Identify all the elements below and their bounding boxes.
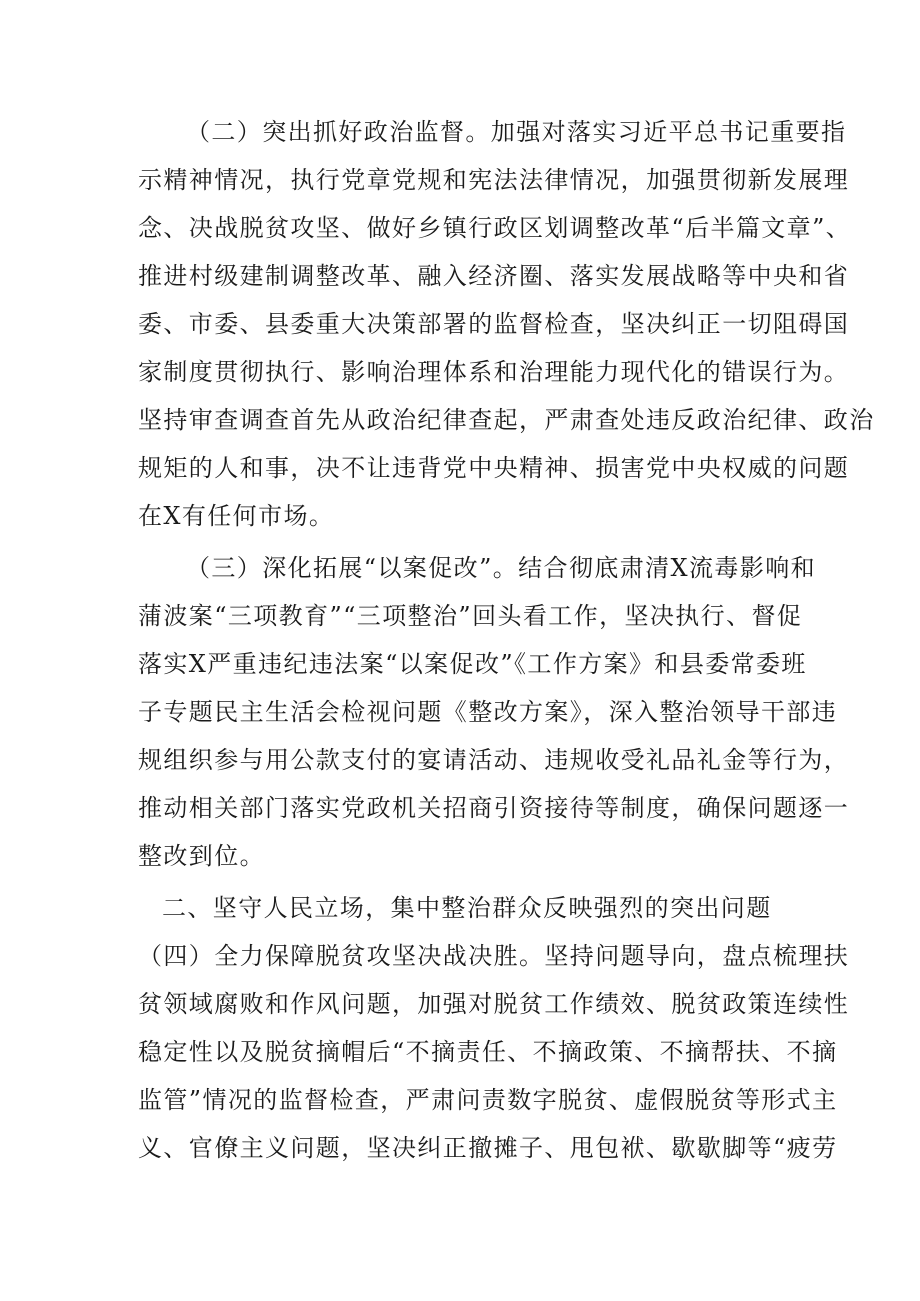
text-line-13: 子专题民主生活会检视问题《整改方案》，深入整治领导干部违 bbox=[138, 698, 838, 726]
text-line-9: 在X有任何市场。 bbox=[138, 502, 335, 530]
text-line-14: 规组织参与用公款支付的宴请活动、违规收受礼品礼金等行为， bbox=[138, 746, 850, 774]
text-line-15: 推动相关部门落实党政机关招商引资接待等制度，确保问题逐一 bbox=[138, 794, 850, 822]
text-line-4: 推进村级建制调整改革、融入经济圈、落实发展战略等中央和省 bbox=[138, 262, 850, 290]
text-line-2: 示精神情况，执行党章党规和宪法法律情况，加强贯彻新发展理 bbox=[138, 166, 850, 194]
text-line-20: 稳定性以及脱贫摘帽后“不摘责任、不摘政策、不摘帮扶、不摘 bbox=[138, 1038, 838, 1066]
text-line-22: 义、官僚主义问题，坚决纠正撤摊子、甩包袱、歇歇脚等“疲劳 bbox=[138, 1134, 838, 1162]
text-line-6: 家制度贯彻执行、影响治理体系和治理能力现代化的错误行为。 bbox=[138, 358, 850, 386]
text-line-5: 委、市委、县委重大决策部署的监督检查，坚决纠正一切阻碍国 bbox=[138, 310, 850, 338]
text-line-18: （四）全力保障脱贫攻坚决战决胜。坚持问题导向，盘点梳理扶 bbox=[138, 942, 850, 970]
text-line-16: 整改到位。 bbox=[138, 842, 265, 870]
text-line-21: 监管”情况的监督检查，严肃问责数字脱贫、虚假脱贫等形式主 bbox=[138, 1086, 838, 1114]
text-line-10: （三）深化拓展“以案促改”。结合彻底肃清X流毒影响和 bbox=[186, 554, 817, 582]
text-line-11: 蒲波案“三项教育”“三项整治”回头看工作，坚决执行、督促 bbox=[138, 602, 803, 630]
text-line-7: 坚持审查调查首先从政治纪律查起，严肃查处违反政治纪律、政治 bbox=[138, 406, 875, 434]
text-line-19: 贫领域腐败和作风问题，加强对脱贫工作绩效、脱贫政策连续性 bbox=[138, 990, 850, 1018]
text-line-1: （二）突出抓好政治监督。加强对落实习近平总书记重要指 bbox=[186, 118, 847, 146]
section-heading: 二、坚守人民立场，集中整治群众反映强烈的突出问题 bbox=[162, 894, 772, 922]
text-line-12: 落实X严重违纪违法案“以案促改”《工作方案》和县委常委班 bbox=[138, 650, 807, 678]
text-line-8: 规矩的人和事，决不让违背党中央精神、损害党中央权威的问题 bbox=[138, 454, 850, 482]
text-line-3: 念、决战脱贫攻坚、做好乡镇行政区划调整改革“后半篇文章”、 bbox=[138, 214, 852, 242]
